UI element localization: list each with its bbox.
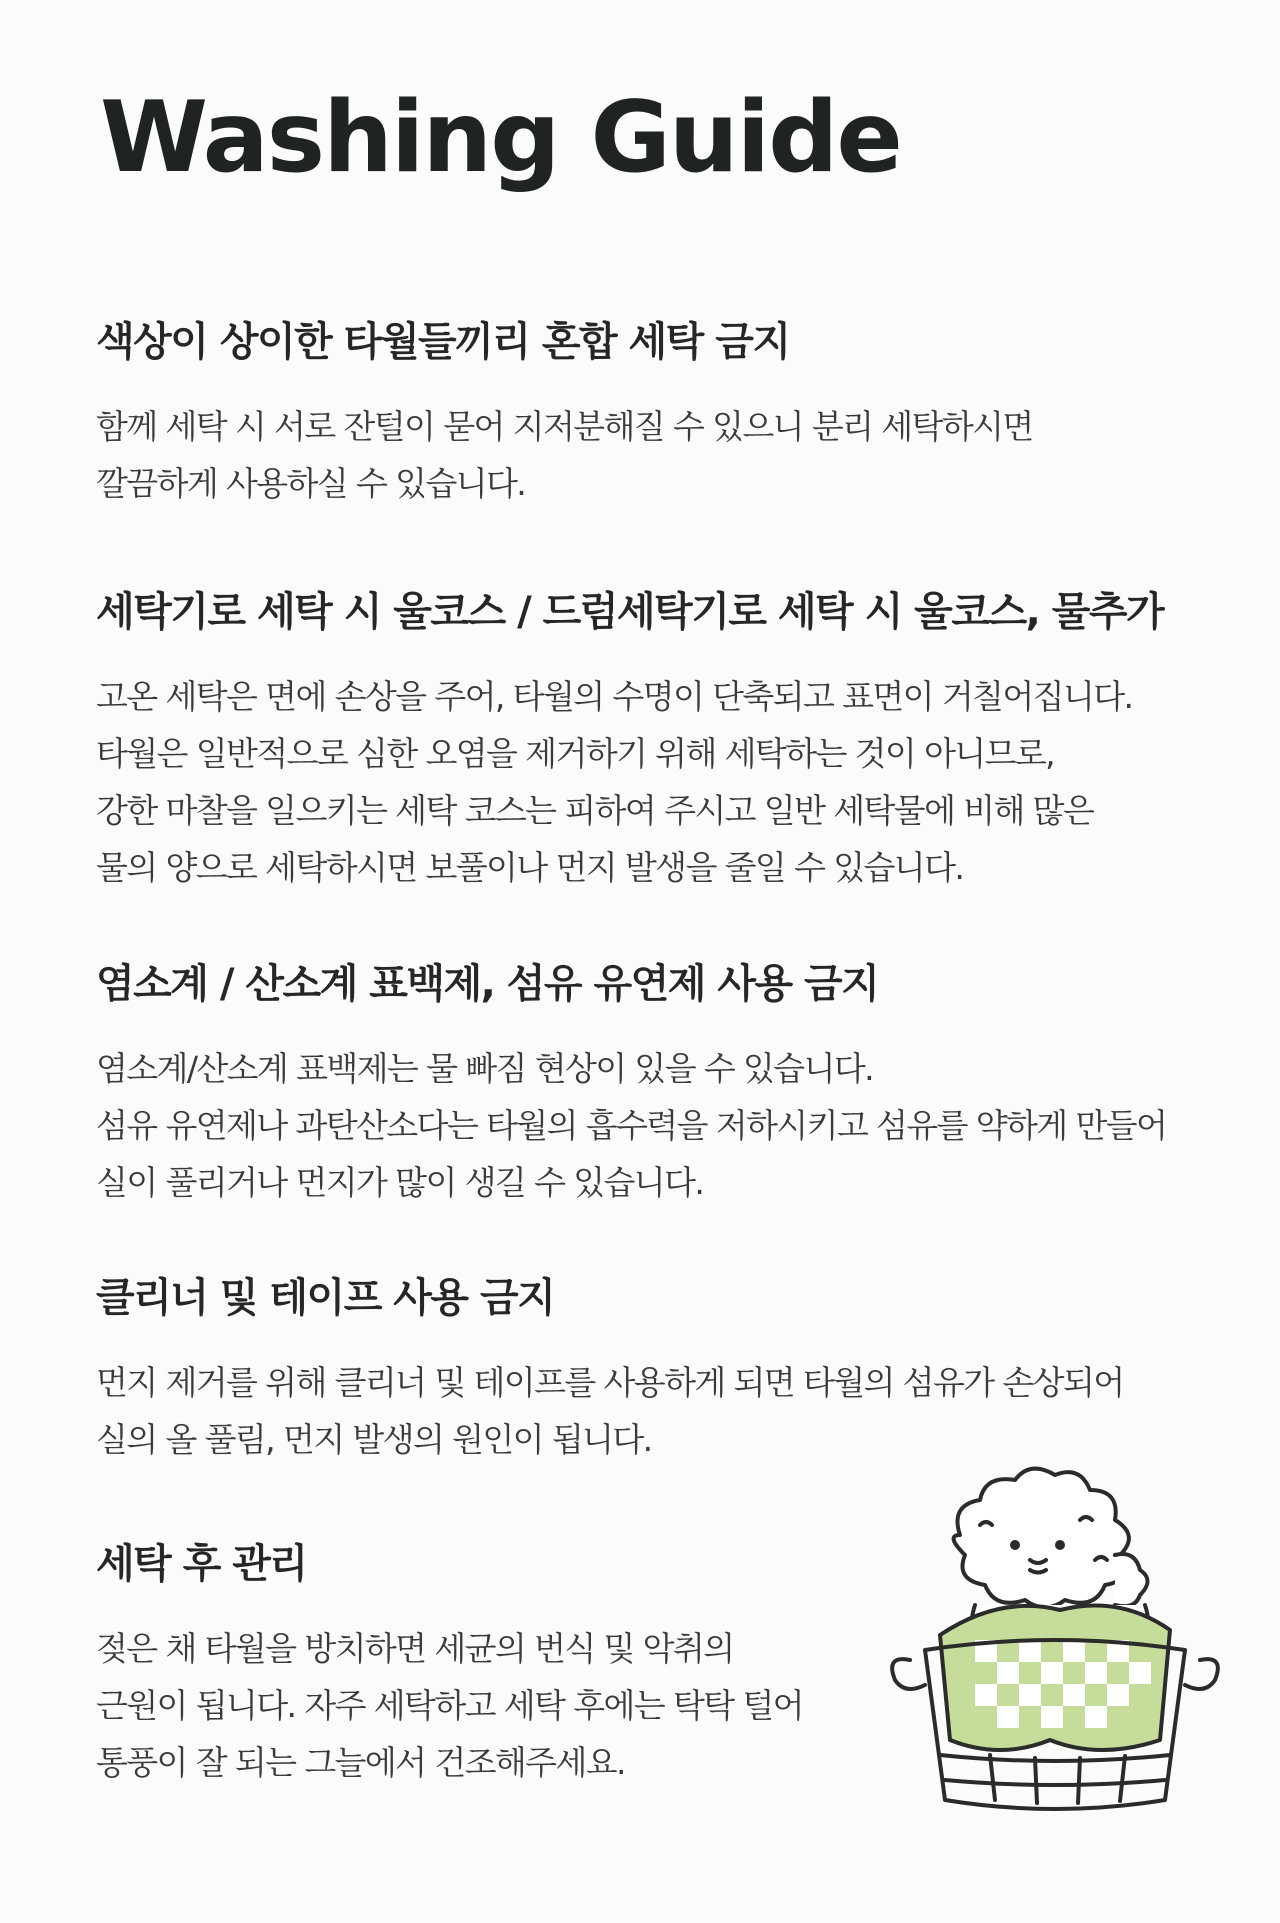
- section-cleaner-tape: [96, 1274, 1196, 1468]
- section-heading: 염소계 / 산소계 표백제, 섬유 유연제 사용 금지: [96, 961, 879, 1007]
- dog-eye: [1012, 1542, 1018, 1548]
- section-text-line: 고온 세탁은 면에 손상을 주어, 타월의 수명이 단축되고 표면이 거칠어집니다.: [96, 677, 1133, 716]
- section-text-line: 섬유 유연제나 과탄산소다는 타월의 흡수력을 저하시키고 섬유를 약하게 만들어: [96, 1106, 1167, 1145]
- page-title: Washing Guide: [100, 81, 901, 195]
- dog-ear: [1115, 1554, 1148, 1606]
- dog-head: [954, 1469, 1129, 1608]
- section-text-line: 함께 세탁 시 서로 잔털이 묻어 지저분해질 수 있으니 분리 세탁하시면: [96, 407, 1033, 446]
- section-text-line: 강한 마찰을 일으키는 세탁 코스는 피하여 주시고 일반 세탁물에 비해 많은: [96, 791, 1094, 830]
- section-text-line: 염소계/산소계 표백제는 물 빠짐 현상이 있을 수 있습니다.: [96, 1049, 874, 1088]
- section-heading: 색상이 상이한 타월들끼리 혼합 세탁 금지: [96, 319, 790, 365]
- section-heading: 세탁기로 세탁 시 울코스 / 드럼세탁기로 세탁 시 울코스, 물추가: [96, 589, 1164, 635]
- dog-eye: [1057, 1542, 1063, 1548]
- section-text-line: 먼지 제거를 위해 클리너 및 테이프를 사용하게 되면 타월의 섬유가 손상되어: [96, 1363, 1124, 1402]
- dog-in-laundry-basket-illustration: [880, 1465, 1230, 1825]
- section-text-line: 물의 양으로 세탁하시면 보풀이나 먼지 발생을 줄일 수 있습니다.: [96, 848, 964, 887]
- section-heading: 클리너 및 테이프 사용 금지: [96, 1275, 555, 1321]
- section-text-line: 근원이 됩니다. 자주 세탁하고 세탁 후에는 탁탁 털어: [96, 1686, 803, 1725]
- section-after-wash-care: [96, 1540, 856, 1791]
- section-text-line: 실이 풀리거나 먼지가 많이 생길 수 있습니다.: [96, 1163, 704, 1202]
- section-washing-machine-course: [96, 588, 1196, 896]
- section-text-line: 타월은 일반적으로 심한 오염을 제거하기 위해 세탁하는 것이 아니므로,: [96, 734, 1055, 773]
- section-text-line: 실의 올 풀림, 먼지 발생의 원인이 됩니다.: [96, 1420, 652, 1459]
- section-text-line: 젖은 채 타월을 방치하면 세균의 번식 및 악취의: [96, 1629, 734, 1668]
- section-heading: 세탁 후 관리: [96, 1541, 307, 1587]
- section-mixed-color-washing: [96, 318, 1196, 512]
- section-text-line: 통풍이 잘 되는 그늘에서 건조해주세요.: [96, 1743, 625, 1782]
- section-text-line: 깔끔하게 사용하실 수 있습니다.: [96, 464, 526, 503]
- towel: [940, 1606, 1170, 1751]
- section-bleach-softener: [96, 960, 1196, 1211]
